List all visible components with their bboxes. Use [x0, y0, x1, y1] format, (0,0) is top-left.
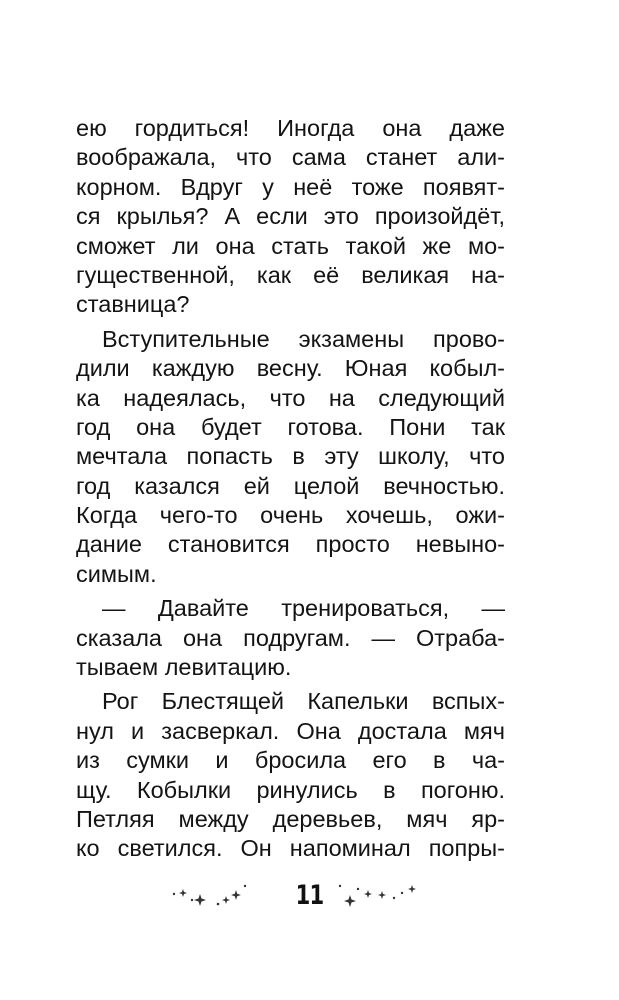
page-number: 11: [295, 880, 324, 911]
text-line: ставница?: [76, 291, 190, 318]
sparkles-right-svg: [336, 876, 426, 916]
text-line: симым.: [76, 560, 157, 587]
text-line: из сумки и бросила его в ча-: [76, 747, 505, 774]
text-line: ею гордиться! Иногда она даже: [76, 115, 505, 141]
text-line: сможет ли она стать такой же мо-: [76, 232, 505, 259]
text-line: Петляя между деревьев, мяч яр-: [76, 805, 505, 832]
page-body-text: [76, 114, 505, 864]
text-line: ко светился. Он напоминал попры-: [76, 835, 505, 862]
text-line: год казался ей целой вечностью.: [76, 472, 505, 499]
text-line: дили каждую весну. Юная кобыл-: [76, 355, 505, 382]
text-line: воображала, что сама станет али-: [76, 144, 505, 171]
text-line: нул и засверкал. Она достала мяч: [76, 717, 505, 744]
text-line: мечтала попасть в эту школу, что: [76, 443, 505, 470]
text-line: дание становится просто невыно-: [76, 531, 505, 558]
text-line: корном. Вдруг у неё тоже появят-: [76, 173, 505, 200]
text-line: сказала она подругам. — Отраба-: [76, 624, 505, 651]
text-line: гущественной, как её великая на-: [76, 261, 505, 288]
sparkles-icon: [336, 876, 426, 916]
text-line: — Давайте тренироваться, —: [102, 595, 505, 622]
text-line: Вступительные экзамены прово-: [102, 325, 505, 352]
text-line: ся крылья? А если это произойдёт,: [76, 203, 505, 230]
text-line: Когда чего-то очень хочешь, ожи-: [76, 502, 505, 529]
text-line: щу. Кобылки ринулись в погоню.: [76, 776, 505, 803]
text-line: Рог Блестящей Капельки вспых-: [102, 688, 505, 715]
text-line: год она будет готова. Пони так: [76, 413, 505, 440]
page-footer: [0, 876, 619, 916]
text-line: тываем левитацию.: [76, 654, 292, 681]
text-line: ка надеялась, что на следующий: [76, 384, 505, 411]
